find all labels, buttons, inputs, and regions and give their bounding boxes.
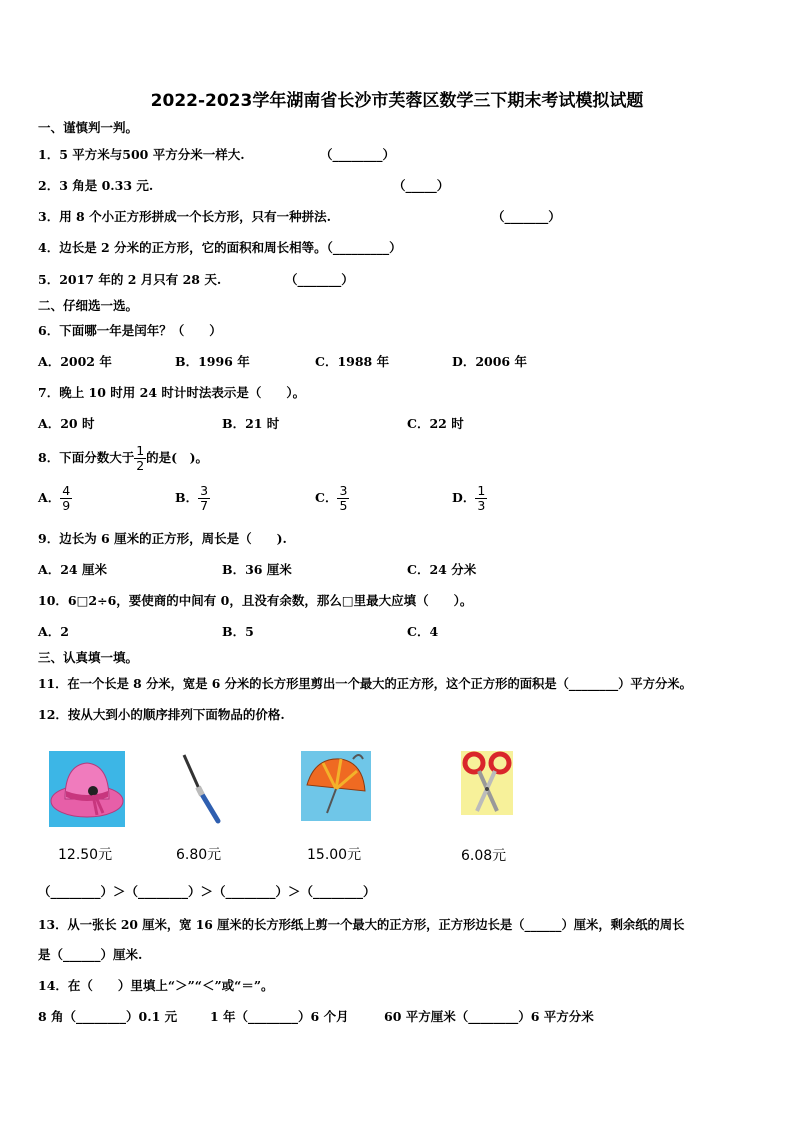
- question-3: 3．用 8 个小正方形拼成一个长方形，只有一种拼法.: [38, 209, 331, 224]
- question-12-answer[interactable]: （________）＞（________）＞（________）＞（________）: [38, 884, 376, 899]
- page-title: 2022-2023学年湖南省长沙市芙蓉区数学三下期末考试模拟试题: [150, 91, 644, 111]
- q7-option-b[interactable]: B．21 时: [222, 416, 280, 431]
- question-4: 4．边长是 2 分米的正方形，它的面积和周长相等。（_________）: [38, 240, 402, 255]
- question-3-blank[interactable]: （_______）: [492, 209, 561, 224]
- section-2-heading: 二、仔细选一选。: [38, 298, 139, 313]
- q8-fraction: $\frac{1}{2}$: [136, 443, 145, 473]
- question-6: 6．下面哪一年是闰年？（ ）: [38, 323, 222, 338]
- question-11: 11．在一个长是 8 分米，宽是 6 分米的长方形里剪出一个最大的正方形，这个正方形的面积是（________）平方分米。: [38, 676, 692, 691]
- q8-option-d[interactable]: D． $\frac{1}{3}$: [452, 483, 486, 513]
- question-14: 14．在（ ）里填上“＞”“＜”或“＝”。: [38, 978, 274, 993]
- question-10: 10．6□2÷6，要使商的中间有 0，且没有余数，那么□里最大应填（ ）。: [38, 593, 473, 608]
- q6-option-d[interactable]: D．2006 年: [452, 354, 527, 369]
- section-3-heading: 三、认真填一填。: [38, 650, 139, 665]
- pen-image: [178, 751, 224, 827]
- q7-option-a[interactable]: A．20 时: [38, 416, 95, 431]
- q8-option-c[interactable]: C． $\frac{3}{5}$: [315, 483, 348, 513]
- question-8: 8．下面分数大于 $\frac{1}{2}$ 的是( )。: [38, 443, 208, 473]
- hat-price: 12.50元: [58, 847, 113, 863]
- question-2-blank[interactable]: （_____）: [393, 178, 450, 193]
- question-2: 2．3 角是 0.33 元.: [38, 178, 154, 193]
- q9-option-b[interactable]: B．36 厘米: [222, 562, 292, 577]
- q9-option-a[interactable]: A．24 厘米: [38, 562, 107, 577]
- question-13-line-2: 是（______）厘米.: [38, 947, 143, 962]
- umbrella-price: 15.00元: [307, 847, 362, 863]
- pen-price: 6.80元: [176, 847, 222, 863]
- question-12: 12．按从大到小的顺序排列下面物品的价格.: [38, 707, 285, 722]
- q6-option-c[interactable]: C．1988 年: [315, 354, 390, 369]
- question-5: 5．2017 年的 2 月只有 28 天.: [38, 272, 222, 287]
- q6-option-b[interactable]: B．1996 年: [175, 354, 250, 369]
- q10-option-c[interactable]: C．4: [407, 624, 439, 639]
- q10-option-b[interactable]: B．5: [222, 624, 254, 639]
- scissors-price: 6.08元: [461, 848, 507, 864]
- q6-option-a[interactable]: A．2002 年: [38, 354, 112, 369]
- question-13-line-1: 13．从一张长 20 厘米，宽 16 厘米的长方形纸上剪一个最大的正方形，正方形边长是（______）厘米，剩余纸的周长: [38, 917, 685, 932]
- q7-option-c[interactable]: C．22 时: [407, 416, 464, 431]
- q10-option-a[interactable]: A．2: [38, 624, 69, 639]
- question-5-blank[interactable]: （_______）: [285, 272, 354, 287]
- q9-option-c[interactable]: C．24 分米: [407, 562, 477, 577]
- question-1: 1．5 平方米与500 平方分米一样大.: [38, 147, 245, 162]
- question-7: 7．晚上 10 时用 24 时计时法表示是（ ）。: [38, 385, 306, 400]
- q14-part-3[interactable]: 60 平方厘米（________）6 平方分米: [384, 1009, 594, 1024]
- scissors-image: [461, 751, 513, 815]
- q14-part-1[interactable]: 8 角（________）0.1 元: [38, 1009, 178, 1024]
- section-1-heading: 一、谨慎判一判。: [38, 120, 139, 135]
- question-9: 9．边长为 6 厘米的正方形，周长是（ ).: [38, 531, 287, 546]
- q14-part-2[interactable]: 1 年（________）6 个月: [210, 1009, 349, 1024]
- hat-image: [49, 751, 125, 827]
- q8-option-a[interactable]: A． $\frac{4}{9}$: [38, 483, 71, 513]
- question-1-blank[interactable]: （________）: [320, 147, 396, 162]
- umbrella-image: [301, 751, 371, 821]
- q8-option-b[interactable]: B． $\frac{3}{7}$: [175, 483, 209, 513]
